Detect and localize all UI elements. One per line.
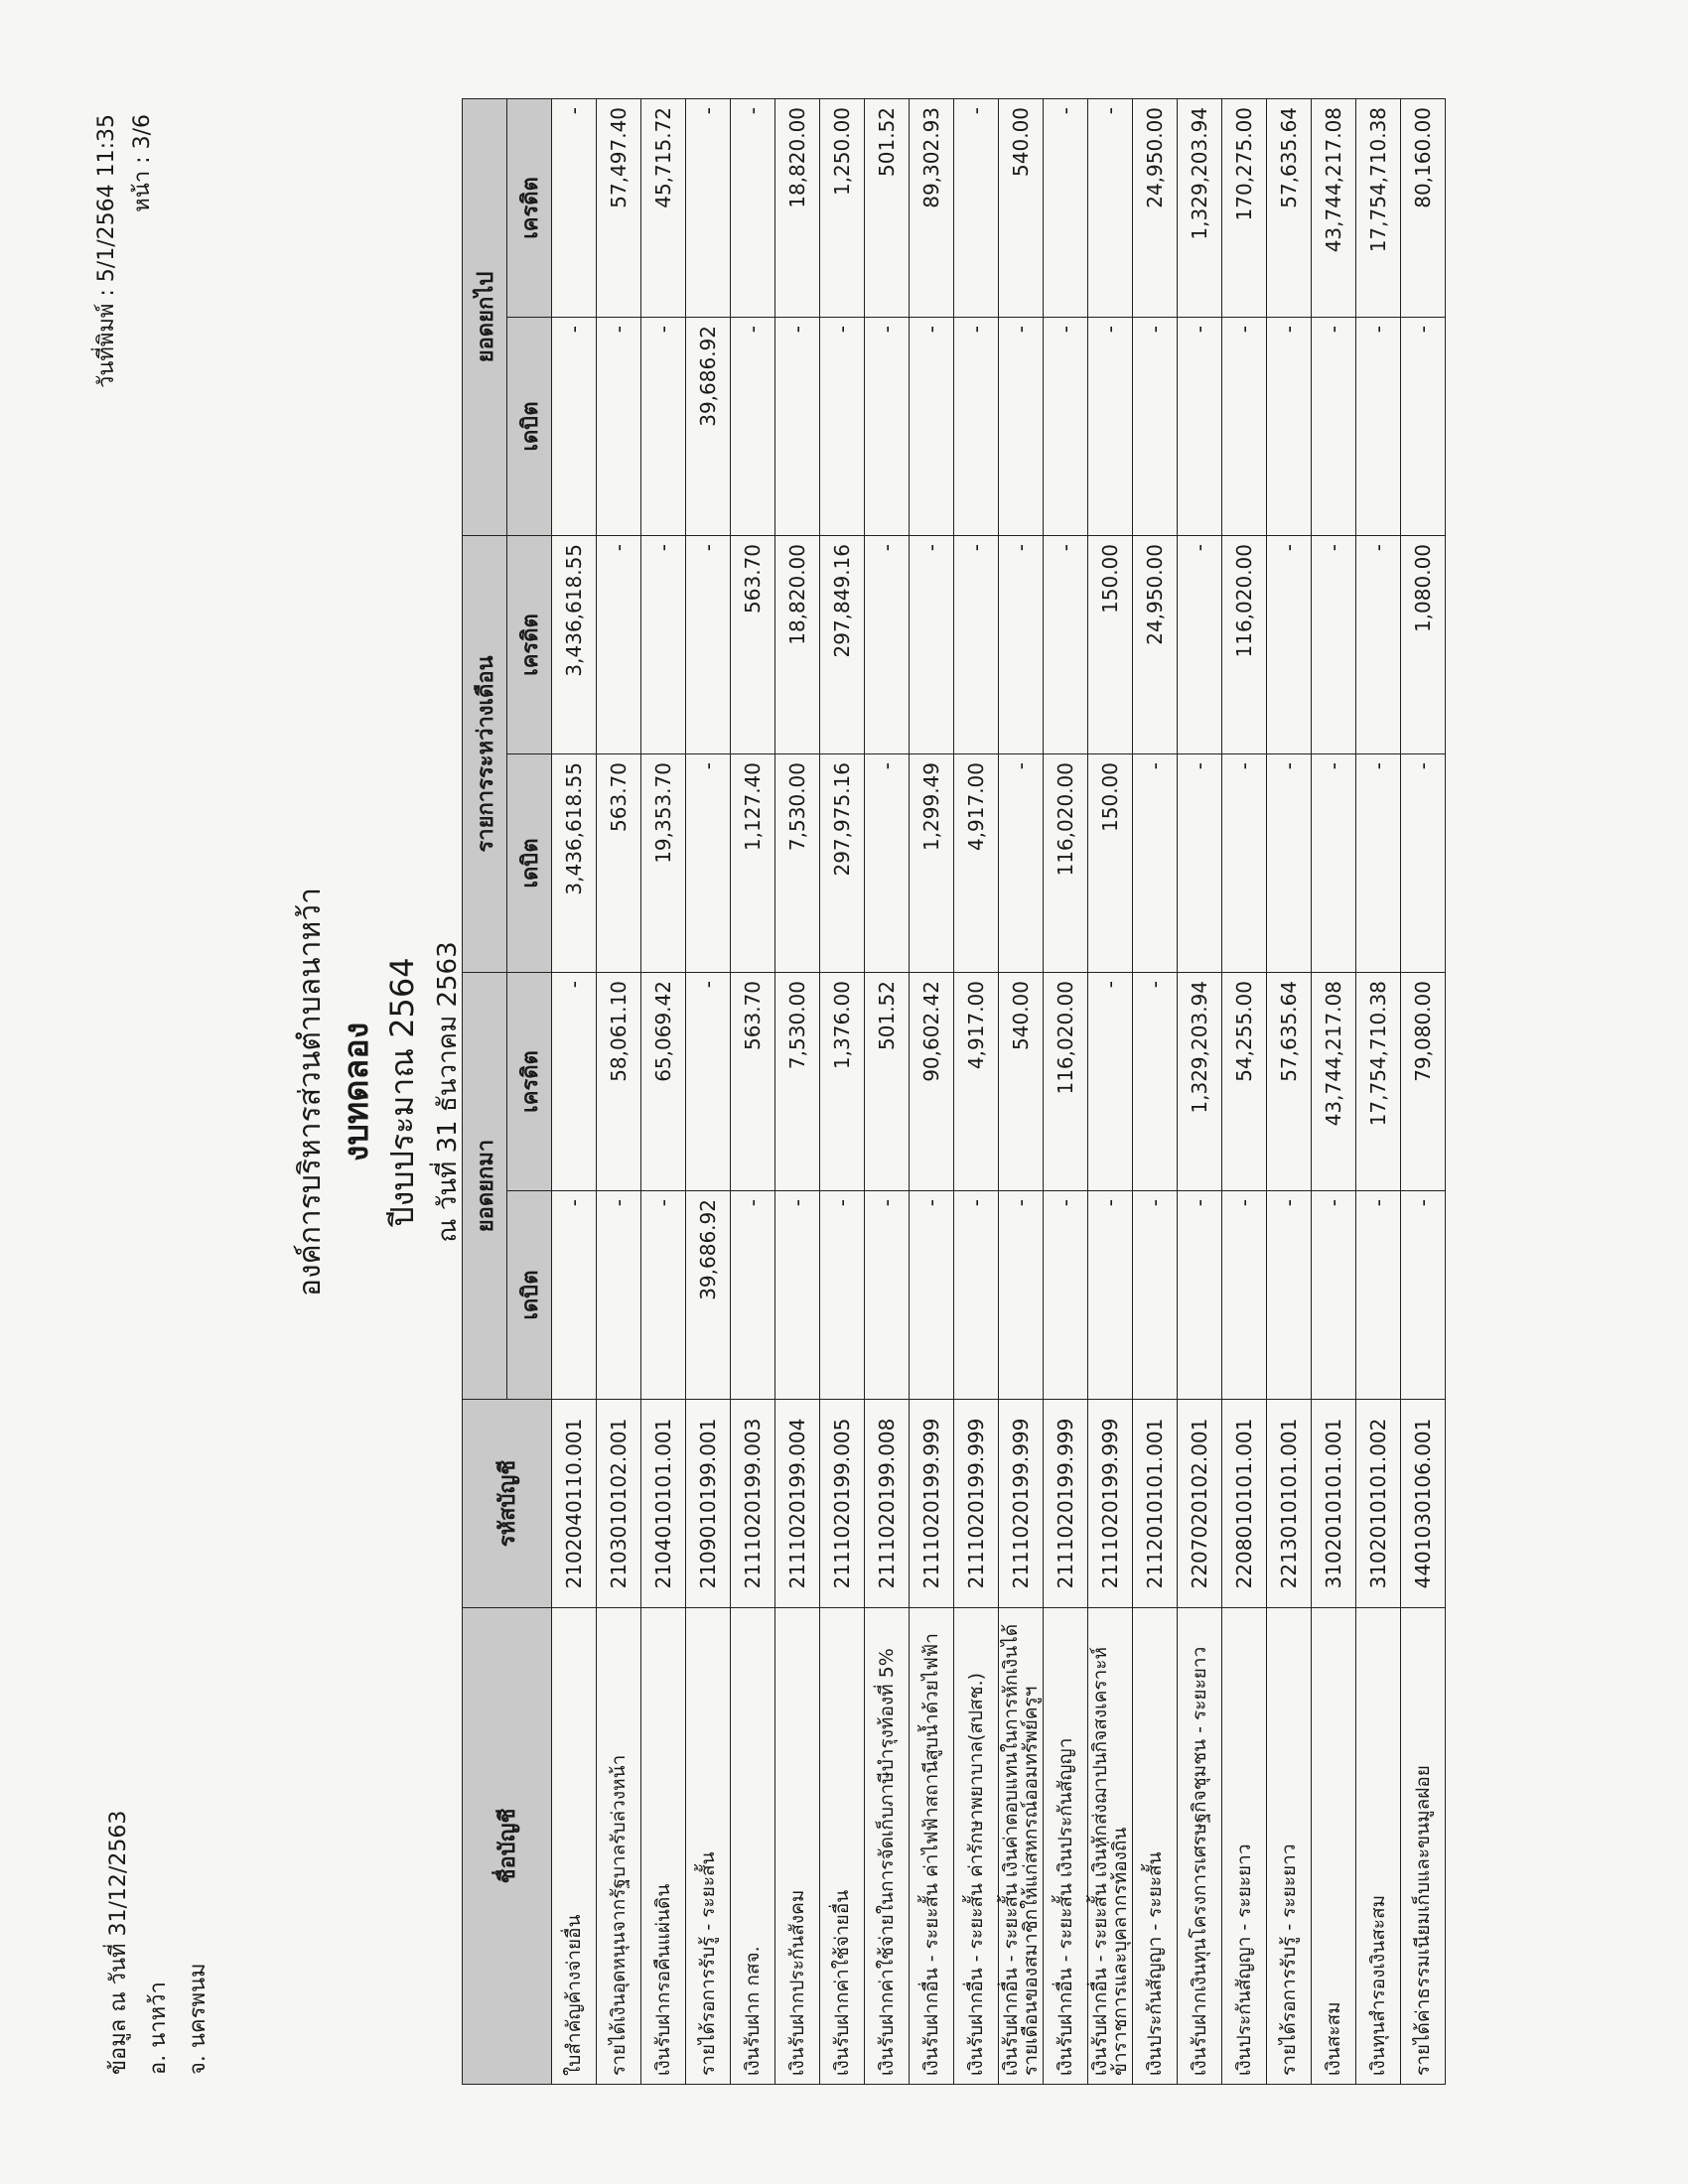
table-row: [1222, 98, 1267, 2084]
closing-debit: -: [1178, 317, 1222, 535]
closing-credit: 18,820.00: [775, 98, 820, 317]
account-code: 2111020199.003: [731, 1400, 775, 1608]
table-row: [1133, 98, 1178, 2084]
account-code: 2111020199.999: [1044, 1400, 1088, 1608]
opening-debit: -: [999, 1191, 1044, 1400]
opening-credit: 1,329,203.94: [1178, 973, 1222, 1191]
closing-credit: 57,635.64: [1267, 98, 1312, 317]
opening-debit: -: [820, 1191, 865, 1400]
movement-debit: -: [999, 754, 1044, 973]
movement-credit: 3,436,618.55: [552, 535, 597, 753]
opening-credit: 65,069.42: [641, 973, 686, 1191]
table-row: [1401, 98, 1446, 2084]
opening-credit: 1,376.00: [820, 973, 865, 1191]
closing-debit: 39,686.92: [686, 317, 731, 535]
account-code: 2111020199.004: [775, 1400, 820, 1608]
opening-debit: -: [1222, 1191, 1267, 1400]
movement-credit: 18,820.00: [775, 535, 820, 753]
account-code: 2103010102.001: [597, 1400, 641, 1608]
as-of-date: ณ วันที่ 31 ธันวาคม 2563: [433, 941, 463, 1243]
fiscal-year: ปีงบประมาณ 2564: [383, 957, 421, 1227]
closing-debit: -: [1401, 317, 1446, 535]
opening-debit: -: [552, 1191, 597, 1400]
movement-debit: -: [1133, 754, 1178, 973]
table-row: [910, 98, 954, 2084]
page-number: หน้า : 3/6: [130, 114, 155, 212]
table-row: [954, 98, 999, 2084]
movement-debit: 1,127.40: [731, 754, 775, 973]
table-row: [552, 98, 597, 2084]
account-name: เงินรับฝากอื่น - ระยะสั้น เงินหักส่งฌาปนกิจสงเคราะห์ข้าราชการและบุคลากรท้องถิ่น: [1088, 1608, 1133, 2085]
account-name: รายได้รอการรับรู้ - ระยะยาว: [1267, 1608, 1312, 2085]
header-movement-debit: เดบิต: [507, 754, 552, 973]
opening-credit: 43,744,217.08: [1312, 973, 1356, 1191]
account-code: 2111020199.999: [999, 1400, 1044, 1608]
opening-debit: -: [1356, 1191, 1401, 1400]
closing-credit: 89,302.93: [910, 98, 954, 317]
closing-credit: -: [552, 98, 597, 317]
opening-debit: -: [1401, 1191, 1446, 1400]
opening-debit: -: [1312, 1191, 1356, 1400]
closing-credit: 57,497.40: [597, 98, 641, 317]
movement-debit: 297,975.16: [820, 754, 865, 973]
movement-debit: 4,917.00: [954, 754, 999, 973]
closing-debit: -: [1356, 317, 1401, 535]
movement-credit: 24,950.00: [1133, 535, 1178, 753]
movement-credit: 116,020.00: [1222, 535, 1267, 753]
movement-debit: 19,353.70: [641, 754, 686, 973]
opening-credit: -: [552, 973, 597, 1191]
account-name: ใบสำคัญค้างจ่ายอื่น: [552, 1608, 597, 2085]
table-row: [1088, 98, 1133, 2084]
opening-debit: -: [1044, 1191, 1088, 1400]
account-code: 2109010199.001: [686, 1400, 731, 1608]
account-code: 3102010101.002: [1356, 1400, 1401, 1608]
opening-credit: -: [1133, 973, 1178, 1191]
movement-credit: -: [865, 535, 910, 753]
opening-credit: 501.52: [865, 973, 910, 1191]
movement-debit: -: [1267, 754, 1312, 973]
header-closing-credit: เครดิต: [507, 98, 552, 317]
table-row: [1044, 98, 1088, 2084]
movement-debit: -: [1312, 754, 1356, 973]
account-name: เงินรับฝากเงินทุนโครงการเศรษฐกิจชุมชน - ระยะยาว: [1178, 1608, 1222, 2085]
account-name: เงินประกันสัญญา - ระยะสั้น: [1133, 1608, 1178, 2085]
table-row: [820, 98, 865, 2084]
account-code: 2207020102.001: [1178, 1400, 1222, 1608]
movement-debit: -: [1401, 754, 1446, 973]
movement-credit: -: [641, 535, 686, 753]
closing-credit: 170,275.00: [1222, 98, 1267, 317]
opening-credit: 540.00: [999, 973, 1044, 1191]
closing-debit: -: [865, 317, 910, 535]
table-row: [1267, 98, 1312, 2084]
movement-debit: -: [1222, 754, 1267, 973]
table-row: [597, 98, 641, 2084]
movement-credit: -: [1178, 535, 1222, 753]
closing-credit: 45,715.72: [641, 98, 686, 317]
table-body: [552, 98, 1446, 2084]
movement-debit: -: [1356, 754, 1401, 973]
account-name: รายได้รอการรับรู้ - ระยะสั้น: [686, 1608, 731, 2085]
account-code: 2111020199.999: [954, 1400, 999, 1608]
closing-debit: -: [731, 317, 775, 535]
movement-debit: 563.70: [597, 754, 641, 973]
opening-credit: 116,020.00: [1044, 973, 1088, 1191]
header-opening-credit: เครดิต: [507, 973, 552, 1191]
account-name: รายได้เงินอุดหนุนจากรัฐบาลรับล่วงหน้า: [597, 1608, 641, 2085]
closing-credit: -: [686, 98, 731, 317]
closing-credit: -: [1044, 98, 1088, 317]
movement-debit: 7,530.00: [775, 754, 820, 973]
header-movement: รายการระหว่างเดือน: [463, 535, 507, 972]
account-name: เงินรับฝากค่าใช้จ่ายอื่น: [820, 1608, 865, 2085]
movement-credit: -: [686, 535, 731, 753]
print-date: วันที่พิมพ์ : 5/1/2564 11:35: [94, 114, 119, 388]
closing-debit: -: [1133, 317, 1178, 535]
trial-balance-table: [462, 98, 1446, 2085]
closing-credit: 80,160.00: [1401, 98, 1446, 317]
closing-debit: -: [954, 317, 999, 535]
account-code: 2111020199.999: [1088, 1400, 1133, 1608]
table-row: [1312, 98, 1356, 2084]
opening-debit: -: [775, 1191, 820, 1400]
opening-debit: -: [597, 1191, 641, 1400]
movement-credit: -: [1044, 535, 1088, 753]
opening-credit: 563.70: [731, 973, 775, 1191]
movement-debit: 116,020.00: [1044, 754, 1088, 973]
closing-credit: 501.52: [865, 98, 910, 317]
report-title: งบทดลอง: [337, 1022, 376, 1162]
account-code: 2112010101.001: [1133, 1400, 1178, 1608]
header-opening: ยอดยกมา: [463, 973, 507, 1400]
movement-credit: -: [1312, 535, 1356, 753]
movement-credit: 297,849.16: [820, 535, 865, 753]
account-code: 2111020199.005: [820, 1400, 865, 1608]
closing-debit: -: [552, 317, 597, 535]
opening-debit: -: [910, 1191, 954, 1400]
account-code: 2102040110.001: [552, 1400, 597, 1608]
movement-debit: 150.00: [1088, 754, 1133, 973]
account-code: 2111020199.008: [865, 1400, 910, 1608]
table-row: [731, 98, 775, 2084]
movement-credit: -: [999, 535, 1044, 753]
movement-credit: -: [954, 535, 999, 753]
closing-credit: 43,744,217.08: [1312, 98, 1356, 317]
opening-credit: 54,255.00: [1222, 973, 1267, 1191]
header-closing-debit: เดบิต: [507, 317, 552, 535]
movement-credit: 1,080.00: [1401, 535, 1446, 753]
closing-credit: 17,754,710.38: [1356, 98, 1401, 317]
account-name: รายได้ค่าธรรมเนียมเก็บและขนมูลฝอย: [1401, 1608, 1446, 2085]
movement-debit: 3,436,618.55: [552, 754, 597, 973]
closing-credit: 1,250.00: [820, 98, 865, 317]
opening-debit: -: [1267, 1191, 1312, 1400]
opening-credit: -: [686, 973, 731, 1191]
table-row: [1356, 98, 1401, 2084]
movement-credit: -: [1267, 535, 1312, 753]
account-name: เงินรับฝากประกันสังคม: [775, 1608, 820, 2085]
opening-debit: -: [1133, 1191, 1178, 1400]
closing-credit: 1,329,203.94: [1178, 98, 1222, 317]
closing-debit: -: [597, 317, 641, 535]
account-name: เงินสะสม: [1312, 1608, 1356, 2085]
account-name: เงินรับฝากอื่น - ระยะสั้น เงินประกันสัญญา: [1044, 1608, 1088, 2085]
opening-credit: 17,754,710.38: [1356, 973, 1401, 1191]
header-account-code: รหัสบัญชี: [463, 1400, 552, 1608]
closing-debit: -: [820, 317, 865, 535]
closing-debit: -: [1267, 317, 1312, 535]
account-name: เงินรับฝากอื่น - ระยะสั้น ค่าไฟฟ้าสถานีสูบน้ำด้วยไฟฟ้า: [910, 1608, 954, 2085]
closing-debit: -: [1044, 317, 1088, 535]
movement-debit: -: [686, 754, 731, 973]
opening-credit: 4,917.00: [954, 973, 999, 1191]
table-row: [999, 98, 1044, 2084]
movement-debit: -: [1178, 754, 1222, 973]
account-code: 3102010101.001: [1312, 1400, 1356, 1608]
closing-debit: -: [999, 317, 1044, 535]
account-name: เงินประกันสัญญา - ระยะยาว: [1222, 1608, 1267, 2085]
account-code: 2208010101.001: [1222, 1400, 1267, 1608]
account-name: เงินทุนสำรองเงินสะสม: [1356, 1608, 1401, 2085]
closing-debit: -: [910, 317, 954, 535]
movement-credit: -: [910, 535, 954, 753]
district: อ. นาหว้า: [146, 1981, 171, 2075]
account-name: เงินรับฝาก กสจ.: [731, 1608, 775, 2085]
opening-debit: 39,686.92: [686, 1191, 731, 1400]
account-name: เงินรับฝากอื่น - ระยะสั้น ค่ารักษาพยาบาล(สปสช.): [954, 1608, 999, 2085]
closing-credit: 24,950.00: [1133, 98, 1178, 317]
account-name: เงินรับฝากรอคืนแผ่นดิน: [641, 1608, 686, 2085]
account-code: 2104010101.001: [641, 1400, 686, 1608]
opening-debit: -: [954, 1191, 999, 1400]
closing-debit: -: [1088, 317, 1133, 535]
opening-debit: -: [731, 1191, 775, 1400]
header-opening-debit: เดบิต: [507, 1191, 552, 1400]
opening-debit: -: [641, 1191, 686, 1400]
opening-debit: -: [1088, 1191, 1133, 1400]
opening-credit: 90,602.42: [910, 973, 954, 1191]
movement-credit: -: [597, 535, 641, 753]
header-account-name: ชื่อบัญชี: [463, 1608, 552, 2085]
opening-debit: -: [1178, 1191, 1222, 1400]
opening-credit: 79,080.00: [1401, 973, 1446, 1191]
account-code: 4401030106.001: [1401, 1400, 1446, 1608]
opening-credit: 58,061.10: [597, 973, 641, 1191]
table-row: [865, 98, 910, 2084]
table-row: [1178, 98, 1222, 2084]
account-code: 2111020199.999: [910, 1400, 954, 1608]
account-name: เงินรับฝากอื่น - ระยะสั้น เงินค่าตอบแทนในการหักเงินได้รายเดือนของสมาชิกให้แก่สหกรณ์ออมทรัพย์ครูฯ: [999, 1608, 1044, 2085]
closing-credit: -: [1088, 98, 1133, 317]
title-block: [288, 0, 471, 2184]
header-right: [89, 114, 161, 388]
opening-credit: -: [1088, 973, 1133, 1191]
table-row: [686, 98, 731, 2084]
movement-debit: 1,299.49: [910, 754, 954, 973]
closing-debit: -: [775, 317, 820, 535]
movement-credit: 150.00: [1088, 535, 1133, 753]
header-left: [99, 1811, 218, 2075]
closing-credit: -: [731, 98, 775, 317]
closing-credit: 540.00: [999, 98, 1044, 317]
data-date: ข้อมูล ณ วันที่ 31/12/2563: [106, 1810, 131, 2075]
account-code: 2213010101.001: [1267, 1400, 1312, 1608]
opening-credit: 7,530.00: [775, 973, 820, 1191]
closing-debit: -: [1312, 317, 1356, 535]
movement-credit: -: [1356, 535, 1401, 753]
closing-debit: -: [1222, 317, 1267, 535]
opening-debit: -: [865, 1191, 910, 1400]
province: จ. นครพนม: [186, 1963, 211, 2075]
organization-name: องค์การบริหารส่วนตำบลนาหว้า: [293, 887, 328, 1297]
header-closing: ยอดยกไป: [463, 98, 507, 535]
table-row: [775, 98, 820, 2084]
movement-debit: -: [865, 754, 910, 973]
movement-credit: 563.70: [731, 535, 775, 753]
table-row: [641, 98, 686, 2084]
closing-debit: -: [641, 317, 686, 535]
opening-credit: 57,635.64: [1267, 973, 1312, 1191]
header-movement-credit: เครดิต: [507, 535, 552, 753]
closing-credit: -: [954, 98, 999, 317]
account-name: เงินรับฝากค่าใช้จ่ายในการจัดเก็บภาษีบำรุงท้องที่ 5%: [865, 1608, 910, 2085]
